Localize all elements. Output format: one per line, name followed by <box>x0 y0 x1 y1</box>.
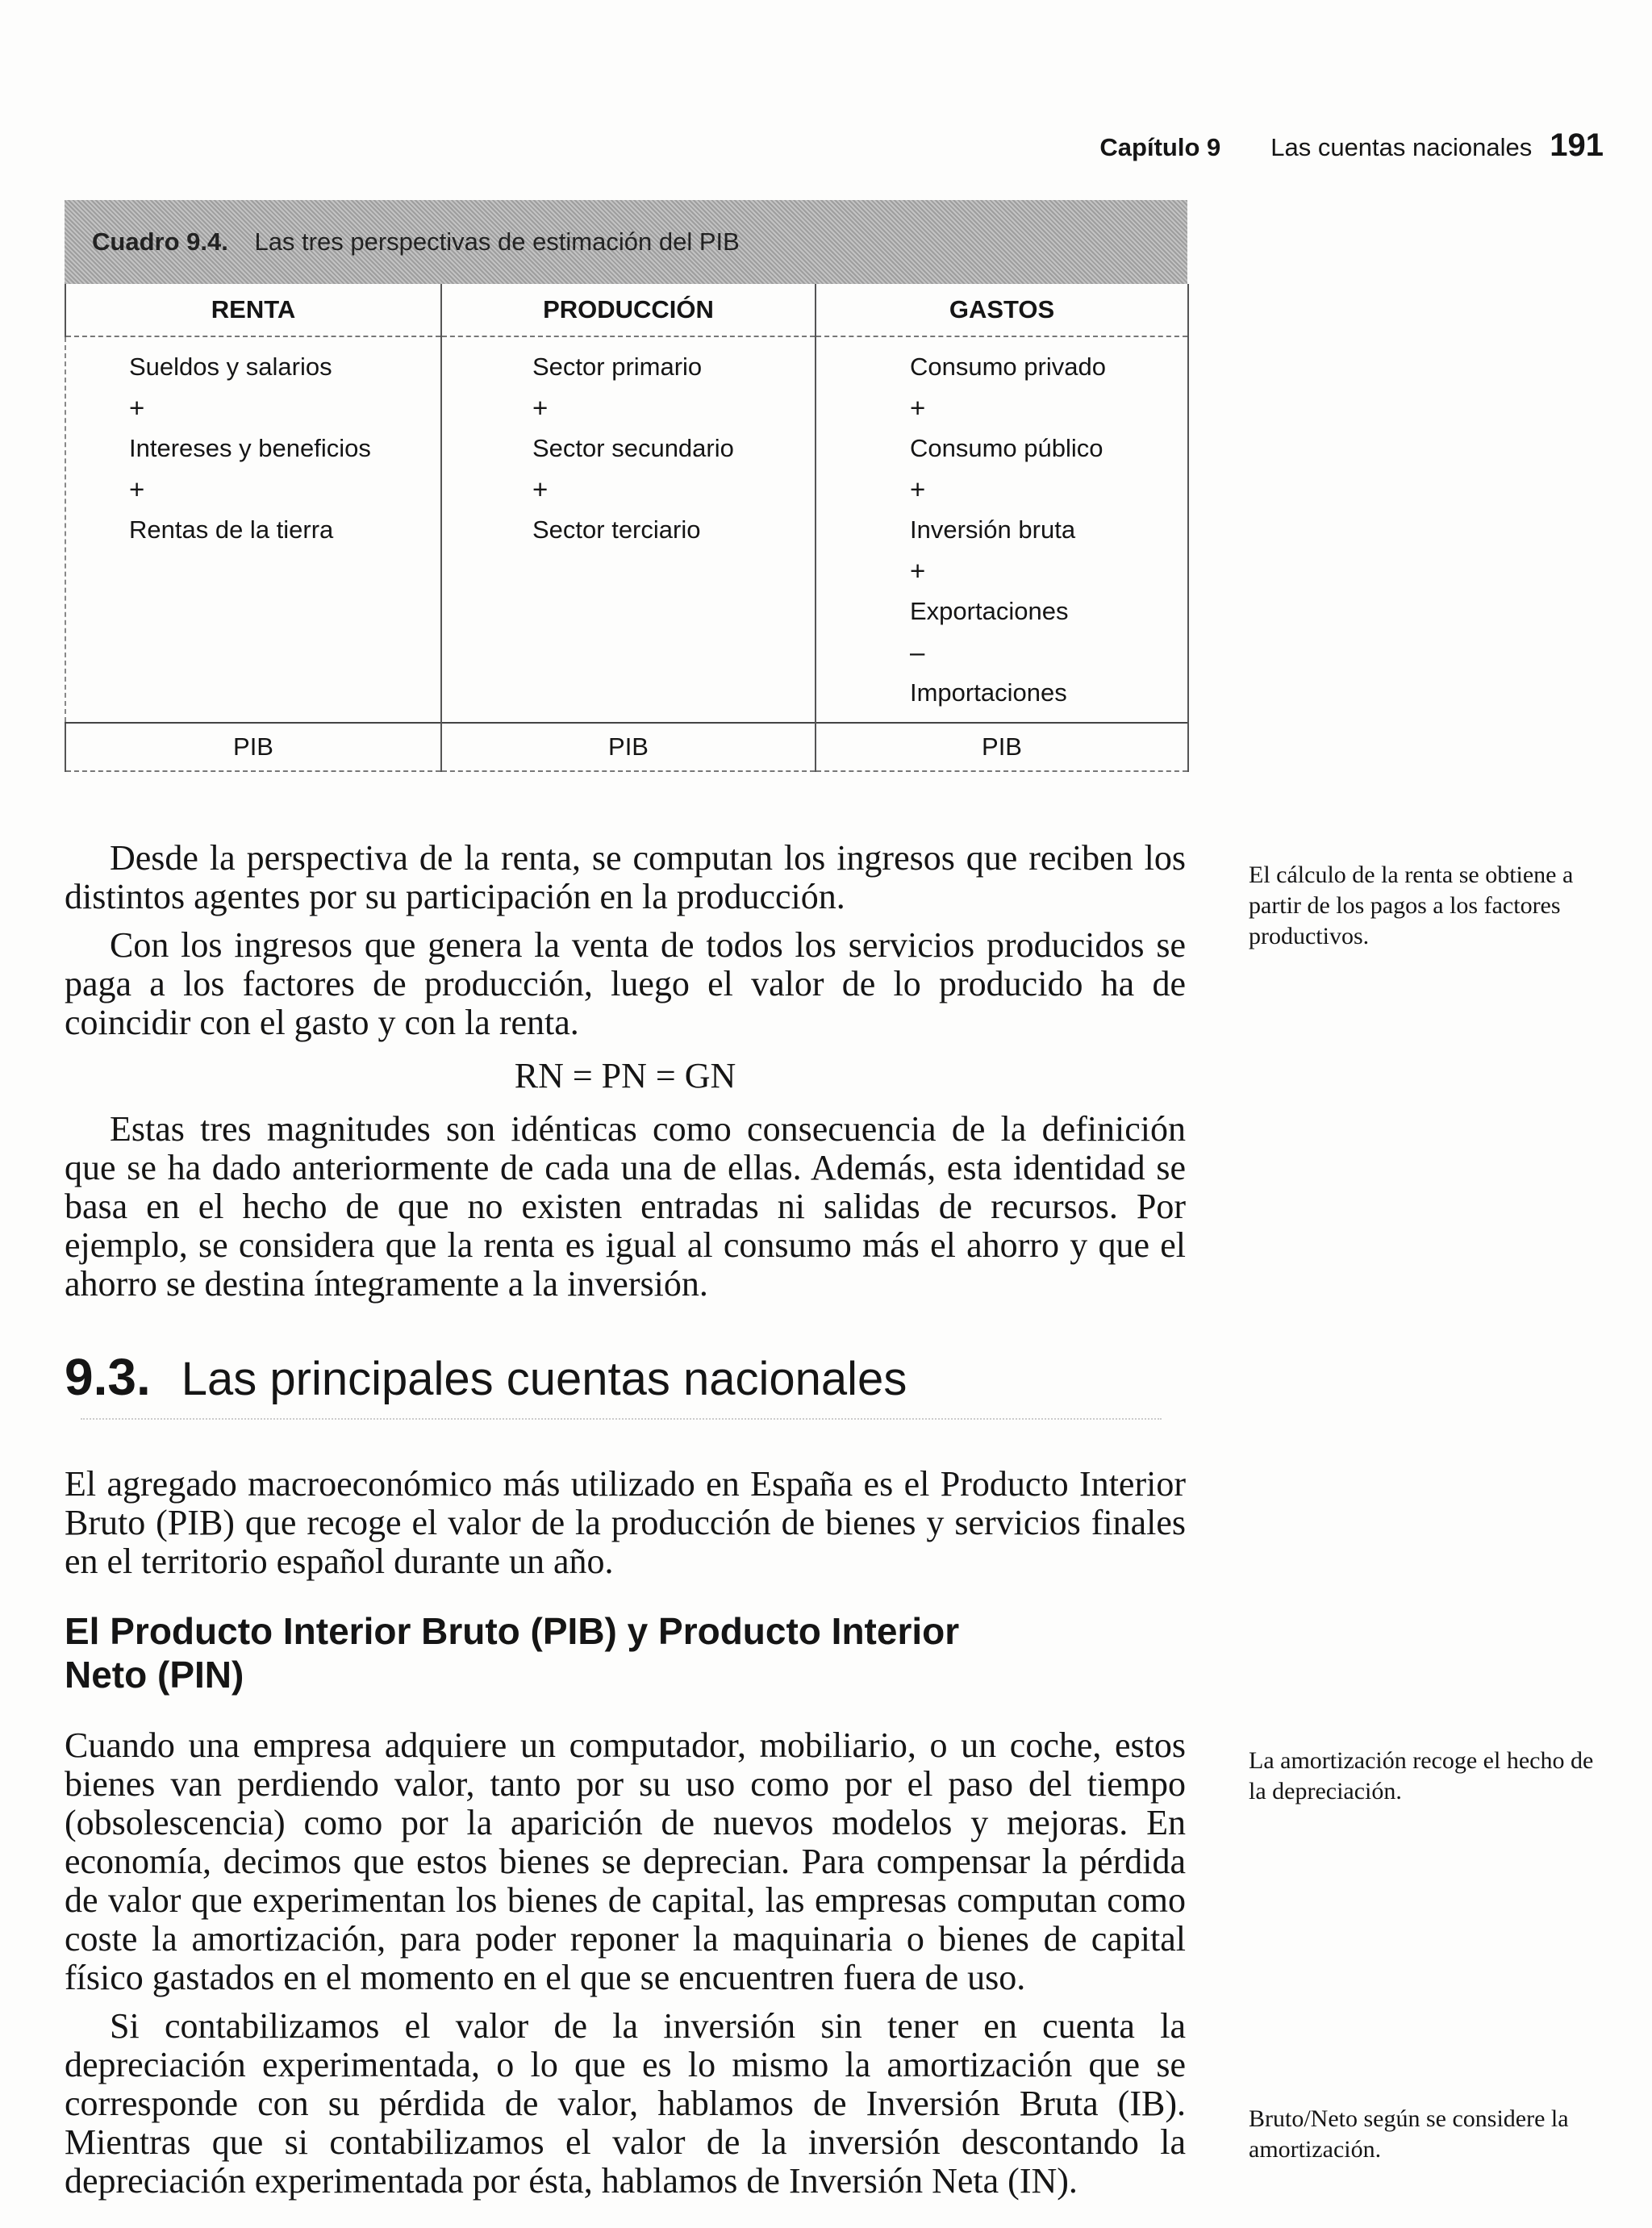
section-number: 9.3. <box>65 1348 151 1406</box>
page-number: 191 <box>1550 127 1604 163</box>
chapter-title: Las cuentas nacionales <box>1270 133 1533 161</box>
renta-item: Rentas de la tierra <box>129 515 334 544</box>
gastos-item: Inversión bruta <box>910 515 1076 544</box>
section-heading <box>65 1347 907 1407</box>
renta-items-cell <box>65 336 441 723</box>
gastos-item: Consumo público <box>910 434 1103 462</box>
produccion-total: PIB <box>441 723 816 771</box>
perspectives-table <box>65 284 1189 772</box>
produccion-item: Sector terciario <box>532 515 701 544</box>
renta-total: PIB <box>65 723 441 771</box>
gastos-item: Consumo privado <box>910 353 1106 381</box>
plus-sign: + <box>532 474 549 504</box>
section-divider <box>81 1418 1162 1420</box>
plus-sign: + <box>910 392 926 423</box>
paragraph: Cuando una empresa adquiere un computador, mobiliario, o un coche, estos bienes van perdiendo valor, tanto por su uso como por el paso del tiempo (obsolescencia) como por la aparición de nuevos modelos y mejoras. En economía, decimos que estos bienes se deprecian. Para compensar la pérdida de valor que experimentan los bienes de capital, las empresas computan como coste la amortización, para poder reponer la maquinaria o bienes de capital físico gastados en el momento en el que se encuentren fuera de uso. <box>65 1725 1186 1997</box>
subsection-heading: El Producto Interior Bruto (PIB) y Producto Interior Neto (PIN) <box>65 1610 960 1696</box>
plus-sign: + <box>129 474 145 504</box>
produccion-items-cell <box>441 336 816 723</box>
table-header-row <box>65 284 1188 336</box>
column-header-renta: RENTA <box>65 284 441 336</box>
table-caption-label: Cuadro 9.4. <box>92 227 228 256</box>
column-header-gastos: GASTOS <box>816 284 1188 336</box>
renta-item: Intereses y beneficios <box>129 434 371 462</box>
margin-note-renta: El cálculo de la renta se obtiene a partir de los pagos a los factores productivos. <box>1249 862 1574 949</box>
section-intro: El agregado macroeconómico más utilizado en España es el Producto Interior Bruto (PIB) que recoge el valor de la producción de bienes y servicios finales en el territorio español durante un año. <box>65 1464 1186 1581</box>
gastos-item: Exportaciones <box>910 597 1069 625</box>
renta-item: Sueldos y salarios <box>129 353 332 381</box>
running-header <box>1099 127 1604 164</box>
table-caption-title: Las tres perspectivas de estimación del PIB <box>254 227 740 256</box>
table-caption <box>65 200 1187 284</box>
subsection-body <box>65 1726 1186 2201</box>
plus-sign: + <box>910 555 926 586</box>
chapter-label: Capítulo 9 <box>1099 133 1221 161</box>
paragraph: Si contabilizamos el valor de la inversión sin tener en cuenta la depreciación experimentada, o lo que es lo mismo la amortización que se corresponde con su pérdida de valor, hablamos de Inversión Bruta (IB). Mientras que si contabilizamos el valor de la inversión descontando la depreciación experimentada por ésta, hablamos de Inversión Neta (IN). <box>65 2006 1186 2201</box>
column-header-produccion: PRODUCCIÓN <box>441 284 816 336</box>
minus-sign: – <box>910 636 925 667</box>
produccion-item: Sector primario <box>532 353 703 381</box>
paragraph: Desde la perspectiva de la renta, se computan los ingresos que reciben los distintos agentes por su participación en la producción. <box>65 838 1186 916</box>
plus-sign: + <box>532 392 549 423</box>
table-total-row <box>65 723 1188 771</box>
section-title: Las principales cuentas nacionales <box>181 1353 907 1405</box>
identity-equation: RN = PN = GN <box>514 1056 736 1095</box>
plus-sign: + <box>129 392 145 423</box>
paragraph: Estas tres magnitudes son idénticas como consecuencia de la definición que se ha dado anteriormente de cada una de ellas. Además, esta identidad se basa en el hecho de que no existen entradas ni salidas de recursos. Por ejemplo, se considera que la renta es igual al consumo más el ahorro y que el ahorro se destina íntegramente a la inversión. <box>65 1109 1186 1304</box>
margin-note-amortizacion: La amortización recoge el hecho de la depreciación. <box>1249 1747 1594 1805</box>
section-intro-block <box>65 1465 1186 1581</box>
body-text-top <box>65 839 1186 1304</box>
gastos-total: PIB <box>816 723 1188 771</box>
cuadro-table-block <box>65 200 1187 772</box>
margin-note-bruto-neto: Bruto/Neto según se considere la amortización. <box>1249 2105 1569 2163</box>
produccion-item: Sector secundario <box>532 434 734 462</box>
gastos-item: Importaciones <box>910 678 1067 707</box>
gastos-items-cell <box>816 336 1188 723</box>
paragraph: Con los ingresos que genera la venta de todos los servicios producidos se paga a los factores de producción, luego el valor de lo producido ha de coincidir con el gasto y con la renta. <box>65 925 1186 1042</box>
table-body-row <box>65 336 1188 723</box>
plus-sign: + <box>910 474 926 504</box>
